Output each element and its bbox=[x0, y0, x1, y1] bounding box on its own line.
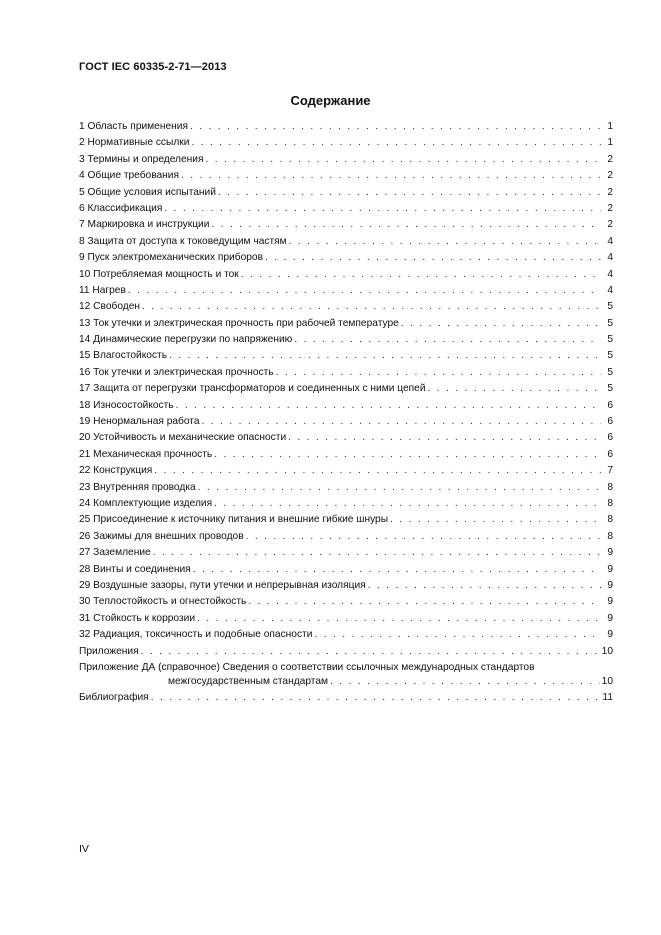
toc-entry-label: 28 Винты и соединения bbox=[79, 563, 191, 575]
dot-leader bbox=[294, 332, 601, 348]
toc-entry[interactable] bbox=[79, 398, 613, 414]
toc-entry-page: 5 bbox=[607, 334, 613, 346]
dot-leader bbox=[246, 529, 601, 545]
toc-entry-page: 9 bbox=[607, 629, 613, 641]
dot-leader bbox=[289, 234, 601, 250]
dot-leader bbox=[164, 201, 601, 217]
toc-entry[interactable] bbox=[79, 496, 613, 512]
toc-entry-label: 23 Внутренняя проводка bbox=[79, 481, 196, 493]
toc-entry-label: 19 Ненормальная работа bbox=[79, 416, 200, 428]
dot-leader bbox=[141, 644, 600, 660]
toc-entry-page: 8 bbox=[607, 530, 613, 542]
dot-leader bbox=[214, 496, 601, 512]
dot-leader bbox=[197, 611, 601, 627]
toc-entry-label: 13 Ток утечки и электрическая прочность при рабочей температуре bbox=[79, 317, 399, 329]
dot-leader bbox=[390, 512, 601, 528]
toc-entry-page: 6 bbox=[607, 416, 613, 428]
toc-entry-page: 1 bbox=[607, 137, 613, 149]
toc-entry-label: 9 Пуск электромеханических приборов bbox=[79, 252, 263, 264]
table-of-contents bbox=[79, 119, 613, 707]
toc-entry-page: 9 bbox=[607, 596, 613, 608]
toc-entry-label: 11 Нагрев bbox=[79, 284, 126, 296]
toc-entry-label: 3 Термины и определения bbox=[79, 153, 204, 165]
toc-entry[interactable] bbox=[79, 267, 613, 283]
toc-entry-page: 1 bbox=[607, 121, 613, 132]
dot-leader bbox=[193, 562, 601, 578]
toc-entry-page: 4 bbox=[607, 284, 613, 296]
toc-entry-page: 4 bbox=[607, 252, 613, 264]
page-title: Содержание bbox=[290, 93, 371, 108]
toc-entry-label: 24 Комплектующие изделия bbox=[79, 497, 213, 509]
dot-leader bbox=[330, 674, 600, 690]
toc-entry-page: 6 bbox=[607, 448, 613, 460]
toc-annex-heading[interactable] bbox=[79, 660, 613, 674]
dot-leader bbox=[214, 447, 601, 463]
toc-entry-label: 12 Свободен bbox=[79, 301, 140, 313]
toc-entry[interactable] bbox=[79, 545, 613, 561]
toc-entry[interactable] bbox=[79, 332, 613, 348]
dot-leader bbox=[154, 463, 601, 479]
toc-entry[interactable] bbox=[79, 234, 613, 250]
dot-leader bbox=[205, 152, 601, 168]
toc-entry-page: 2 bbox=[607, 170, 613, 182]
toc-entry-label: 29 Воздушные зазоры, пути утечки и непрерывная изоляция bbox=[79, 579, 366, 591]
toc-entry[interactable] bbox=[79, 201, 613, 217]
toc-entry[interactable] bbox=[79, 185, 613, 201]
toc-entry-label: 26 Зажимы для внешних проводов bbox=[79, 530, 244, 542]
dot-leader bbox=[401, 316, 601, 332]
toc-entry-label: 18 Износостойкость bbox=[79, 399, 174, 411]
dot-leader bbox=[128, 283, 601, 299]
toc-entry-page: 4 bbox=[607, 268, 613, 280]
dot-leader bbox=[142, 299, 601, 315]
toc-annex-line1: Приложение ДА (справочное) Сведения о соответствии ссылочных международных стандартов bbox=[79, 661, 535, 673]
toc-entry[interactable] bbox=[79, 283, 613, 299]
toc-entry-page: 7 bbox=[607, 465, 613, 477]
document-id: ГОСТ IEC 60335-2-71—2013 bbox=[79, 61, 227, 73]
toc-entry[interactable] bbox=[79, 299, 613, 315]
toc-entry[interactable] bbox=[79, 250, 613, 266]
toc-entry-label: 8 Защита от доступа к токоведущим частям bbox=[79, 235, 287, 247]
toc-entry-page: 5 bbox=[607, 317, 613, 329]
toc-entry-label: 32 Радиация, токсичность и подобные опасности bbox=[79, 629, 313, 641]
toc-entry-page: 10 bbox=[601, 675, 613, 687]
toc-entry-label: 30 Теплостойкость и огнестойкость bbox=[79, 596, 247, 608]
toc-entry-page: 9 bbox=[607, 563, 613, 575]
toc-entry[interactable] bbox=[79, 365, 613, 381]
dot-leader bbox=[151, 690, 601, 706]
dot-leader bbox=[190, 119, 601, 135]
toc-entry[interactable] bbox=[79, 562, 613, 578]
toc-entry-label: 7 Маркировка и инструкции bbox=[79, 219, 210, 231]
toc-entry-page: 5 bbox=[607, 366, 613, 378]
toc-entry-label: 6 Классификация bbox=[79, 202, 163, 214]
toc-entry-label: 20 Устойчивость и механические опасности bbox=[79, 432, 287, 444]
toc-annex-entry[interactable] bbox=[79, 674, 613, 690]
toc-entry-label: 4 Общие требования bbox=[79, 170, 180, 182]
toc-entry-page: 2 bbox=[607, 153, 613, 165]
toc-entry[interactable] bbox=[79, 463, 613, 479]
toc-entry-label: 10 Потребляемая мощность и ток bbox=[79, 268, 239, 280]
page-number: IV bbox=[79, 843, 89, 855]
toc-entry-page: 9 bbox=[607, 547, 613, 559]
toc-entry-label: 27 Заземление bbox=[79, 547, 151, 559]
toc-entry-page: 2 bbox=[607, 202, 613, 214]
toc-entry-label: Библиография bbox=[79, 692, 149, 704]
toc-entry[interactable] bbox=[79, 152, 613, 168]
toc-entry-page: 9 bbox=[607, 612, 613, 624]
dot-leader bbox=[176, 398, 601, 414]
toc-entry-page: 8 bbox=[607, 497, 613, 509]
dot-leader bbox=[169, 348, 601, 364]
toc-entry[interactable] bbox=[79, 168, 613, 184]
toc-entry[interactable] bbox=[79, 594, 613, 610]
toc-entry-label: 22 Конструкция bbox=[79, 465, 153, 477]
toc-entry-page: 4 bbox=[607, 235, 613, 247]
toc-entry[interactable] bbox=[79, 512, 613, 528]
dot-leader bbox=[368, 578, 601, 594]
dot-leader bbox=[218, 185, 601, 201]
toc-entry-label: Приложения bbox=[79, 645, 139, 657]
dot-leader bbox=[241, 267, 601, 283]
dot-leader bbox=[288, 430, 601, 446]
dot-leader bbox=[428, 381, 601, 397]
dot-leader bbox=[248, 594, 601, 610]
toc-entry-page: 6 bbox=[607, 432, 613, 444]
dot-leader bbox=[191, 135, 601, 151]
toc-entry-page: 2 bbox=[607, 186, 613, 198]
toc-entry-label: 15 Влагостойкость bbox=[79, 350, 168, 362]
toc-entry-page: 8 bbox=[607, 481, 613, 493]
toc-entry-label: 25 Присоединение к источнику питания и внешние гибкие шнуры bbox=[79, 514, 389, 526]
dot-leader bbox=[276, 365, 601, 381]
toc-entry[interactable] bbox=[79, 627, 613, 643]
toc-entry[interactable] bbox=[79, 430, 613, 446]
toc-entry[interactable] bbox=[79, 135, 613, 151]
dot-leader bbox=[198, 480, 601, 496]
toc-entry[interactable] bbox=[79, 644, 613, 660]
toc-entry-label: 31 Стойкость к коррозии bbox=[79, 612, 196, 624]
toc-entry-page: 5 bbox=[607, 350, 613, 362]
toc-entry[interactable] bbox=[79, 217, 613, 233]
toc-entry-label: 17 Защита от перегрузки трансформаторов и соединенных с ними цепей bbox=[79, 383, 426, 395]
dot-leader bbox=[314, 627, 601, 643]
toc-entry-page: 10 bbox=[601, 645, 613, 657]
dot-leader bbox=[181, 168, 601, 184]
toc-entry[interactable] bbox=[79, 316, 613, 332]
toc-entry-label: 2 Нормативные ссылки bbox=[79, 137, 190, 149]
dot-leader bbox=[202, 414, 601, 430]
toc-entry-page: 11 bbox=[602, 692, 613, 704]
toc-entry[interactable] bbox=[79, 578, 613, 594]
toc-entry[interactable] bbox=[79, 348, 613, 364]
dot-leader bbox=[153, 545, 601, 561]
toc-entry[interactable] bbox=[79, 414, 613, 430]
toc-entry-label: 1 Область применения bbox=[79, 121, 188, 132]
toc-entry-label: 16 Ток утечки и электрическая прочность bbox=[79, 366, 274, 378]
toc-entry[interactable] bbox=[79, 611, 613, 627]
toc-entry[interactable] bbox=[79, 119, 613, 135]
toc-entry-page: 2 bbox=[607, 219, 613, 231]
toc-entry-page: 9 bbox=[607, 579, 613, 591]
toc-entry[interactable] bbox=[79, 529, 613, 545]
toc-annex-line2: межгосударственным стандартам bbox=[168, 675, 328, 687]
toc-entry[interactable] bbox=[79, 381, 613, 397]
toc-entry-page: 8 bbox=[607, 514, 613, 526]
toc-entry-page: 5 bbox=[607, 383, 613, 395]
toc-entry-label: 21 Механическая прочность bbox=[79, 448, 213, 460]
toc-entry[interactable] bbox=[79, 447, 613, 463]
toc-entry[interactable] bbox=[79, 480, 613, 496]
toc-entry-label: 14 Динамические перегрузки по напряжению bbox=[79, 334, 293, 346]
toc-bibliography-entry[interactable] bbox=[79, 690, 613, 706]
toc-entry-label: 5 Общие условия испытаний bbox=[79, 186, 216, 198]
toc-entry-page: 6 bbox=[607, 399, 613, 411]
dot-leader bbox=[211, 217, 601, 233]
dot-leader bbox=[265, 250, 601, 266]
toc-entry-page: 5 bbox=[607, 301, 613, 313]
